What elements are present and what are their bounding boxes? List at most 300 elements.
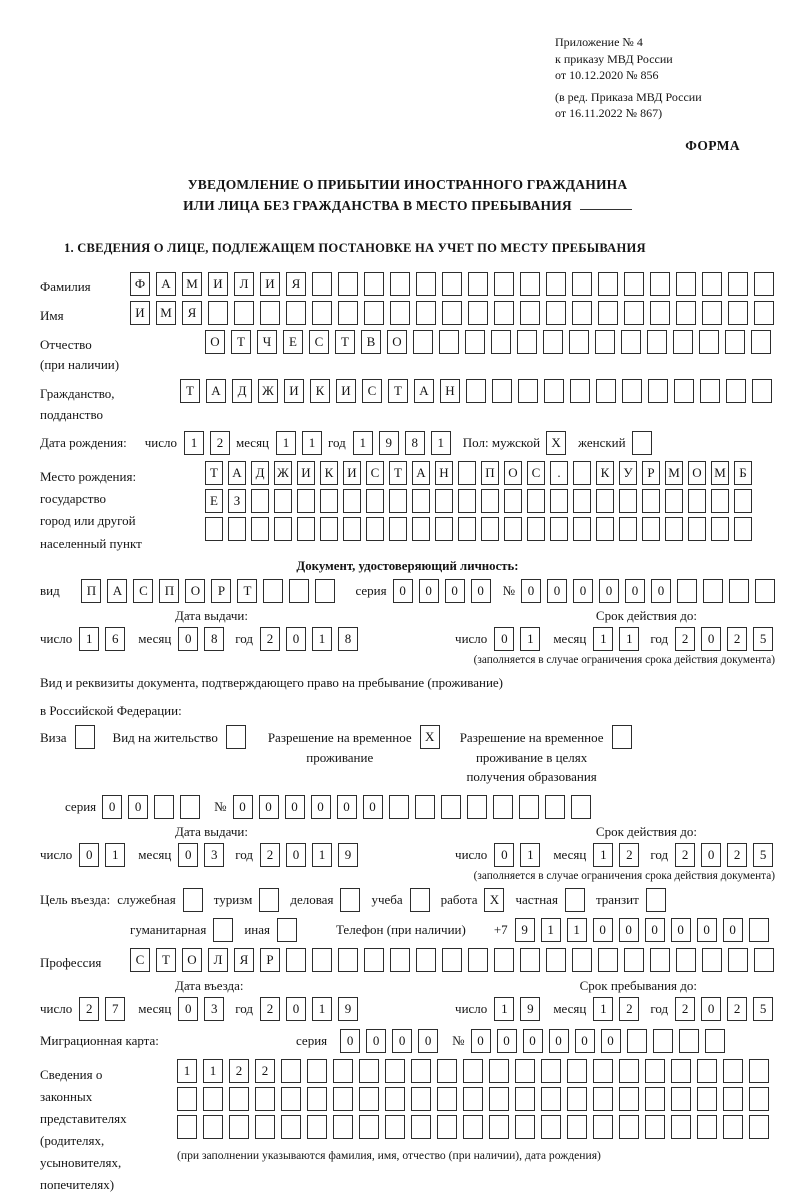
char-cell[interactable] — [229, 1087, 249, 1111]
char-cell[interactable]: 0 — [471, 1029, 491, 1053]
char-cell[interactable] — [274, 517, 292, 541]
char-cell[interactable]: Н — [435, 461, 453, 485]
char-cell[interactable]: 0 — [723, 918, 743, 942]
char-cell[interactable] — [728, 272, 748, 296]
char-cell[interactable] — [595, 330, 615, 354]
char-cell[interactable]: И — [208, 272, 228, 296]
char-cell[interactable] — [489, 1059, 509, 1083]
char-cell[interactable] — [650, 301, 670, 325]
char-cell[interactable]: Н — [440, 379, 460, 403]
char-cell[interactable]: 2 — [260, 627, 280, 651]
char-cell[interactable] — [359, 1059, 379, 1083]
char-cell[interactable]: 2 — [619, 997, 639, 1021]
char-cell[interactable] — [226, 725, 246, 749]
char-cell[interactable]: 1 — [312, 997, 332, 1021]
char-cell[interactable] — [573, 517, 591, 541]
char-cell[interactable]: 0 — [392, 1029, 412, 1053]
char-cell[interactable] — [463, 1059, 483, 1083]
char-cell[interactable]: С — [362, 379, 382, 403]
char-cell[interactable] — [255, 1087, 275, 1111]
char-cell[interactable]: 0 — [599, 579, 619, 603]
char-cell[interactable]: Ф — [130, 272, 150, 296]
char-cell[interactable]: 0 — [494, 627, 514, 651]
char-cell[interactable] — [228, 517, 246, 541]
char-cell[interactable]: 0 — [233, 795, 253, 819]
char-cell[interactable] — [410, 888, 430, 912]
char-cell[interactable] — [442, 948, 462, 972]
char-cell[interactable] — [205, 517, 223, 541]
char-cell[interactable]: X — [546, 431, 566, 455]
char-cell[interactable] — [489, 1115, 509, 1139]
char-cell[interactable] — [297, 517, 315, 541]
char-cell[interactable]: 0 — [521, 579, 541, 603]
char-cell[interactable]: И — [260, 272, 280, 296]
char-cell[interactable] — [320, 489, 338, 513]
char-cell[interactable] — [340, 888, 360, 912]
char-cell[interactable]: 1 — [276, 431, 296, 455]
char-cell[interactable] — [647, 330, 667, 354]
char-cell[interactable] — [519, 795, 539, 819]
char-cell[interactable] — [674, 379, 694, 403]
char-cell[interactable] — [251, 489, 269, 513]
char-cell[interactable] — [515, 1087, 535, 1111]
char-cell[interactable] — [343, 517, 361, 541]
char-cell[interactable] — [390, 301, 410, 325]
char-cell[interactable] — [699, 330, 719, 354]
char-cell[interactable] — [385, 1087, 405, 1111]
char-cell[interactable]: У — [619, 461, 637, 485]
char-cell[interactable]: 2 — [619, 843, 639, 867]
char-cell[interactable] — [624, 948, 644, 972]
char-cell[interactable]: Л — [234, 272, 254, 296]
char-cell[interactable] — [517, 330, 537, 354]
char-cell[interactable] — [385, 1059, 405, 1083]
char-cell[interactable]: А — [156, 272, 176, 296]
char-cell[interactable] — [463, 1115, 483, 1139]
char-cell[interactable]: С — [130, 948, 150, 972]
char-cell[interactable] — [390, 948, 410, 972]
char-cell[interactable]: Р — [642, 461, 660, 485]
char-cell[interactable] — [389, 489, 407, 513]
char-cell[interactable]: О — [387, 330, 407, 354]
char-cell[interactable] — [619, 1087, 639, 1111]
char-cell[interactable] — [645, 1115, 665, 1139]
char-cell[interactable] — [411, 1115, 431, 1139]
char-cell[interactable]: 2 — [260, 997, 280, 1021]
char-cell[interactable] — [697, 1059, 717, 1083]
char-cell[interactable] — [263, 579, 283, 603]
char-cell[interactable] — [622, 379, 642, 403]
char-cell[interactable] — [442, 301, 462, 325]
char-cell[interactable] — [621, 330, 641, 354]
char-cell[interactable]: П — [481, 461, 499, 485]
char-cell[interactable] — [389, 517, 407, 541]
char-cell[interactable]: 0 — [286, 843, 306, 867]
char-cell[interactable]: М — [665, 461, 683, 485]
char-cell[interactable]: И — [343, 461, 361, 485]
char-cell[interactable] — [465, 330, 485, 354]
char-cell[interactable] — [573, 489, 591, 513]
char-cell[interactable] — [688, 517, 706, 541]
char-cell[interactable]: 0 — [178, 843, 198, 867]
char-cell[interactable] — [550, 517, 568, 541]
char-cell[interactable] — [573, 461, 591, 485]
char-cell[interactable]: 0 — [102, 795, 122, 819]
char-cell[interactable] — [702, 948, 722, 972]
char-cell[interactable] — [442, 272, 462, 296]
char-cell[interactable] — [541, 1115, 561, 1139]
char-cell[interactable]: Я — [234, 948, 254, 972]
char-cell[interactable]: 1 — [520, 627, 540, 651]
char-cell[interactable]: 0 — [593, 918, 613, 942]
char-cell[interactable]: Л — [208, 948, 228, 972]
char-cell[interactable]: 5 — [753, 997, 773, 1021]
char-cell[interactable] — [543, 330, 563, 354]
char-cell[interactable]: 1 — [431, 431, 451, 455]
char-cell[interactable]: 1 — [105, 843, 125, 867]
char-cell[interactable] — [286, 948, 306, 972]
char-cell[interactable] — [546, 272, 566, 296]
char-cell[interactable]: 9 — [338, 997, 358, 1021]
char-cell[interactable]: 2 — [229, 1059, 249, 1083]
char-cell[interactable] — [364, 272, 384, 296]
char-cell[interactable]: А — [206, 379, 226, 403]
char-cell[interactable] — [307, 1087, 327, 1111]
char-cell[interactable] — [593, 1087, 613, 1111]
char-cell[interactable] — [544, 379, 564, 403]
char-cell[interactable]: 0 — [311, 795, 331, 819]
char-cell[interactable]: Я — [286, 272, 306, 296]
char-cell[interactable] — [702, 301, 722, 325]
char-cell[interactable] — [439, 330, 459, 354]
char-cell[interactable] — [728, 301, 748, 325]
char-cell[interactable]: А — [414, 379, 434, 403]
char-cell[interactable]: 0 — [547, 579, 567, 603]
char-cell[interactable]: С — [133, 579, 153, 603]
char-cell[interactable] — [679, 1029, 699, 1053]
char-cell[interactable]: В — [361, 330, 381, 354]
char-cell[interactable]: С — [309, 330, 329, 354]
char-cell[interactable]: Т — [231, 330, 251, 354]
char-cell[interactable] — [437, 1059, 457, 1083]
char-cell[interactable] — [75, 725, 95, 749]
char-cell[interactable] — [333, 1059, 353, 1083]
char-cell[interactable]: И — [130, 301, 150, 325]
char-cell[interactable]: 0 — [523, 1029, 543, 1053]
char-cell[interactable]: 2 — [675, 997, 695, 1021]
char-cell[interactable] — [481, 517, 499, 541]
char-cell[interactable]: 1 — [177, 1059, 197, 1083]
char-cell[interactable] — [458, 461, 476, 485]
char-cell[interactable]: Т — [388, 379, 408, 403]
char-cell[interactable] — [751, 330, 771, 354]
char-cell[interactable]: И — [336, 379, 356, 403]
char-cell[interactable] — [520, 272, 540, 296]
char-cell[interactable]: 8 — [204, 627, 224, 651]
char-cell[interactable] — [572, 301, 592, 325]
char-cell[interactable] — [725, 330, 745, 354]
char-cell[interactable]: Р — [260, 948, 280, 972]
char-cell[interactable]: 1 — [79, 627, 99, 651]
char-cell[interactable] — [619, 1115, 639, 1139]
char-cell[interactable]: 9 — [515, 918, 535, 942]
char-cell[interactable]: 9 — [379, 431, 399, 455]
char-cell[interactable]: 1 — [541, 918, 561, 942]
char-cell[interactable] — [366, 517, 384, 541]
char-cell[interactable]: 0 — [701, 627, 721, 651]
char-cell[interactable] — [229, 1115, 249, 1139]
char-cell[interactable] — [441, 795, 461, 819]
char-cell[interactable]: 1 — [302, 431, 322, 455]
char-cell[interactable]: 2 — [727, 627, 747, 651]
char-cell[interactable] — [520, 948, 540, 972]
char-cell[interactable] — [677, 579, 697, 603]
char-cell[interactable] — [183, 888, 203, 912]
char-cell[interactable] — [665, 517, 683, 541]
char-cell[interactable] — [338, 272, 358, 296]
char-cell[interactable]: 0 — [286, 997, 306, 1021]
char-cell[interactable] — [598, 301, 618, 325]
char-cell[interactable] — [277, 918, 297, 942]
char-cell[interactable]: X — [420, 725, 440, 749]
char-cell[interactable] — [320, 517, 338, 541]
char-cell[interactable] — [593, 1059, 613, 1083]
char-cell[interactable]: 1 — [520, 843, 540, 867]
char-cell[interactable]: 1 — [619, 627, 639, 651]
char-cell[interactable]: Е — [205, 489, 223, 513]
char-cell[interactable] — [281, 1087, 301, 1111]
char-cell[interactable]: 0 — [340, 1029, 360, 1053]
char-cell[interactable]: 0 — [337, 795, 357, 819]
char-cell[interactable]: 0 — [601, 1029, 621, 1053]
char-cell[interactable]: Т — [180, 379, 200, 403]
char-cell[interactable]: 2 — [255, 1059, 275, 1083]
char-cell[interactable]: 8 — [405, 431, 425, 455]
char-cell[interactable]: 0 — [549, 1029, 569, 1053]
char-cell[interactable]: 2 — [675, 627, 695, 651]
char-cell[interactable] — [260, 301, 280, 325]
char-cell[interactable] — [297, 489, 315, 513]
char-cell[interactable] — [673, 330, 693, 354]
char-cell[interactable] — [154, 795, 174, 819]
char-cell[interactable] — [650, 272, 670, 296]
char-cell[interactable] — [203, 1115, 223, 1139]
char-cell[interactable] — [596, 489, 614, 513]
char-cell[interactable]: 0 — [573, 579, 593, 603]
char-cell[interactable] — [541, 1059, 561, 1083]
char-cell[interactable]: 1 — [203, 1059, 223, 1083]
char-cell[interactable] — [312, 948, 332, 972]
char-cell[interactable] — [572, 272, 592, 296]
char-cell[interactable]: Ч — [257, 330, 277, 354]
char-cell[interactable] — [289, 579, 309, 603]
char-cell[interactable]: О — [185, 579, 205, 603]
char-cell[interactable]: Д — [232, 379, 252, 403]
char-cell[interactable] — [541, 1087, 561, 1111]
char-cell[interactable] — [569, 330, 589, 354]
char-cell[interactable]: А — [228, 461, 246, 485]
char-cell[interactable]: 9 — [520, 997, 540, 1021]
char-cell[interactable] — [281, 1059, 301, 1083]
char-cell[interactable]: 1 — [567, 918, 587, 942]
char-cell[interactable] — [567, 1087, 587, 1111]
char-cell[interactable]: О — [205, 330, 225, 354]
char-cell[interactable]: 1 — [593, 627, 613, 651]
char-cell[interactable]: 1 — [353, 431, 373, 455]
char-cell[interactable] — [527, 489, 545, 513]
char-cell[interactable]: 0 — [445, 579, 465, 603]
char-cell[interactable]: 0 — [494, 843, 514, 867]
char-cell[interactable] — [458, 489, 476, 513]
char-cell[interactable]: 2 — [727, 843, 747, 867]
char-cell[interactable] — [627, 1029, 647, 1053]
char-cell[interactable]: X — [484, 888, 504, 912]
char-cell[interactable]: 0 — [178, 997, 198, 1021]
char-cell[interactable]: Е — [283, 330, 303, 354]
char-cell[interactable] — [458, 517, 476, 541]
char-cell[interactable] — [734, 489, 752, 513]
char-cell[interactable] — [416, 272, 436, 296]
char-cell[interactable] — [504, 489, 522, 513]
char-cell[interactable]: . — [550, 461, 568, 485]
char-cell[interactable]: 0 — [418, 1029, 438, 1053]
char-cell[interactable] — [312, 301, 332, 325]
char-cell[interactable] — [624, 301, 644, 325]
char-cell[interactable]: Т — [389, 461, 407, 485]
char-cell[interactable] — [333, 1115, 353, 1139]
char-cell[interactable] — [338, 301, 358, 325]
char-cell[interactable]: 0 — [701, 843, 721, 867]
char-cell[interactable] — [754, 948, 774, 972]
char-cell[interactable] — [520, 301, 540, 325]
char-cell[interactable] — [527, 517, 545, 541]
char-cell[interactable]: 1 — [593, 997, 613, 1021]
char-cell[interactable] — [570, 379, 590, 403]
char-cell[interactable] — [259, 888, 279, 912]
char-cell[interactable]: 1 — [184, 431, 204, 455]
char-cell[interactable] — [234, 301, 254, 325]
char-cell[interactable] — [754, 272, 774, 296]
char-cell[interactable]: 5 — [753, 843, 773, 867]
char-cell[interactable]: 0 — [651, 579, 671, 603]
char-cell[interactable]: Т — [156, 948, 176, 972]
char-cell[interactable]: 5 — [753, 627, 773, 651]
char-cell[interactable]: Т — [237, 579, 257, 603]
char-cell[interactable]: О — [504, 461, 522, 485]
char-cell[interactable] — [645, 1059, 665, 1083]
char-cell[interactable]: 0 — [645, 918, 665, 942]
char-cell[interactable] — [389, 795, 409, 819]
char-cell[interactable] — [494, 301, 514, 325]
char-cell[interactable]: М — [711, 461, 729, 485]
char-cell[interactable] — [468, 948, 488, 972]
char-cell[interactable] — [390, 272, 410, 296]
char-cell[interactable]: П — [81, 579, 101, 603]
char-cell[interactable] — [416, 301, 436, 325]
char-cell[interactable] — [728, 948, 748, 972]
char-cell[interactable]: Т — [205, 461, 223, 485]
char-cell[interactable]: К — [596, 461, 614, 485]
char-cell[interactable]: 0 — [497, 1029, 517, 1053]
char-cell[interactable] — [642, 489, 660, 513]
char-cell[interactable]: 0 — [619, 918, 639, 942]
char-cell[interactable]: П — [159, 579, 179, 603]
char-cell[interactable] — [752, 379, 772, 403]
char-cell[interactable] — [697, 1087, 717, 1111]
char-cell[interactable] — [596, 379, 616, 403]
char-cell[interactable]: 0 — [178, 627, 198, 651]
char-cell[interactable] — [251, 517, 269, 541]
char-cell[interactable]: Я — [182, 301, 202, 325]
char-cell[interactable] — [411, 1059, 431, 1083]
char-cell[interactable] — [612, 725, 632, 749]
char-cell[interactable]: К — [310, 379, 330, 403]
char-cell[interactable] — [688, 489, 706, 513]
char-cell[interactable]: 2 — [260, 843, 280, 867]
char-cell[interactable] — [726, 379, 746, 403]
char-cell[interactable] — [177, 1115, 197, 1139]
char-cell[interactable]: 2 — [210, 431, 230, 455]
char-cell[interactable]: О — [182, 948, 202, 972]
char-cell[interactable] — [338, 948, 358, 972]
char-cell[interactable] — [702, 272, 722, 296]
char-cell[interactable] — [567, 1059, 587, 1083]
char-cell[interactable] — [315, 579, 335, 603]
char-cell[interactable] — [364, 948, 384, 972]
char-cell[interactable]: Р — [211, 579, 231, 603]
char-cell[interactable] — [665, 489, 683, 513]
char-cell[interactable] — [711, 489, 729, 513]
char-cell[interactable] — [333, 1087, 353, 1111]
char-cell[interactable] — [435, 517, 453, 541]
char-cell[interactable]: 0 — [671, 918, 691, 942]
char-cell[interactable] — [671, 1087, 691, 1111]
char-cell[interactable] — [359, 1115, 379, 1139]
char-cell[interactable] — [598, 272, 618, 296]
char-cell[interactable]: 0 — [286, 627, 306, 651]
char-cell[interactable] — [754, 301, 774, 325]
char-cell[interactable] — [650, 948, 670, 972]
char-cell[interactable] — [697, 1115, 717, 1139]
char-cell[interactable] — [565, 888, 585, 912]
char-cell[interactable] — [307, 1115, 327, 1139]
char-cell[interactable]: 2 — [675, 843, 695, 867]
char-cell[interactable] — [286, 301, 306, 325]
char-cell[interactable] — [632, 431, 652, 455]
char-cell[interactable] — [412, 517, 430, 541]
char-cell[interactable]: С — [366, 461, 384, 485]
char-cell[interactable] — [493, 795, 513, 819]
char-cell[interactable]: 0 — [259, 795, 279, 819]
char-cell[interactable] — [755, 579, 775, 603]
char-cell[interactable]: 0 — [697, 918, 717, 942]
char-cell[interactable] — [749, 1115, 769, 1139]
char-cell[interactable] — [491, 330, 511, 354]
char-cell[interactable]: 2 — [727, 997, 747, 1021]
char-cell[interactable] — [281, 1115, 301, 1139]
char-cell[interactable] — [312, 272, 332, 296]
char-cell[interactable]: К — [320, 461, 338, 485]
char-cell[interactable]: И — [284, 379, 304, 403]
char-cell[interactable]: 9 — [338, 843, 358, 867]
char-cell[interactable] — [619, 489, 637, 513]
char-cell[interactable] — [734, 517, 752, 541]
char-cell[interactable]: 0 — [128, 795, 148, 819]
char-cell[interactable] — [518, 379, 538, 403]
char-cell[interactable]: 0 — [575, 1029, 595, 1053]
char-cell[interactable] — [177, 1087, 197, 1111]
char-cell[interactable] — [180, 795, 200, 819]
